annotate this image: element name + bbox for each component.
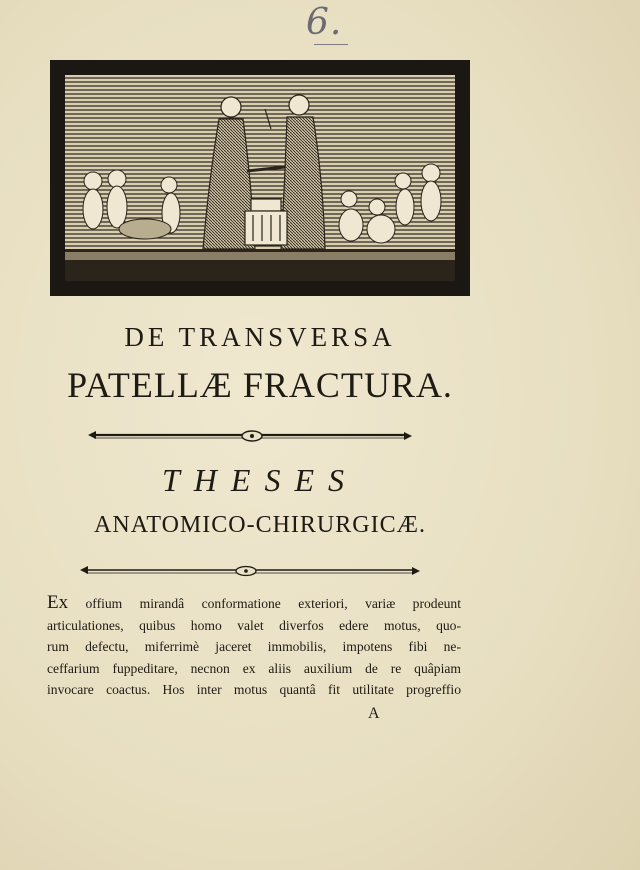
body-line-2: articulationes, quibus homo valet diverfos edere motus, quo- xyxy=(47,617,461,633)
engraved-headpiece-image xyxy=(50,60,470,296)
body-line-5: invocare coactus. Hos inter motus quantâ fit utilitate progreffio xyxy=(47,682,461,697)
body-paragraph xyxy=(47,592,461,701)
pencil-underline xyxy=(314,44,348,45)
signature-mark: A xyxy=(368,705,380,722)
title-line-patellae-fractura: PATELLÆ FRACTURA. xyxy=(67,365,453,405)
ornamental-rule-top xyxy=(0,428,640,442)
title-line-theses: THESES xyxy=(162,462,358,498)
body-initial-word: Ex xyxy=(47,592,69,613)
title-line-de-transversa: DE TRANSVERSA xyxy=(124,322,396,352)
body-line-4: ceffarium fuppeditare, necnon ex aliis auxilium de re quâpiam xyxy=(47,660,461,676)
headpiece-illustration xyxy=(59,69,461,287)
pencil-page-number: 6. xyxy=(306,2,343,43)
body-line-1: Ex offium mirandâ conformatione exteriori, variæ prodeunt xyxy=(47,592,461,613)
title-line-anatomico-chirurgicae: ANATOMICO-CHIRURGICÆ. xyxy=(94,512,426,538)
ornamental-rule-bottom xyxy=(0,563,640,577)
body-line-3: rum defectu, miferrimè jaceret immobilis, impotens fibi ne- xyxy=(47,639,461,654)
